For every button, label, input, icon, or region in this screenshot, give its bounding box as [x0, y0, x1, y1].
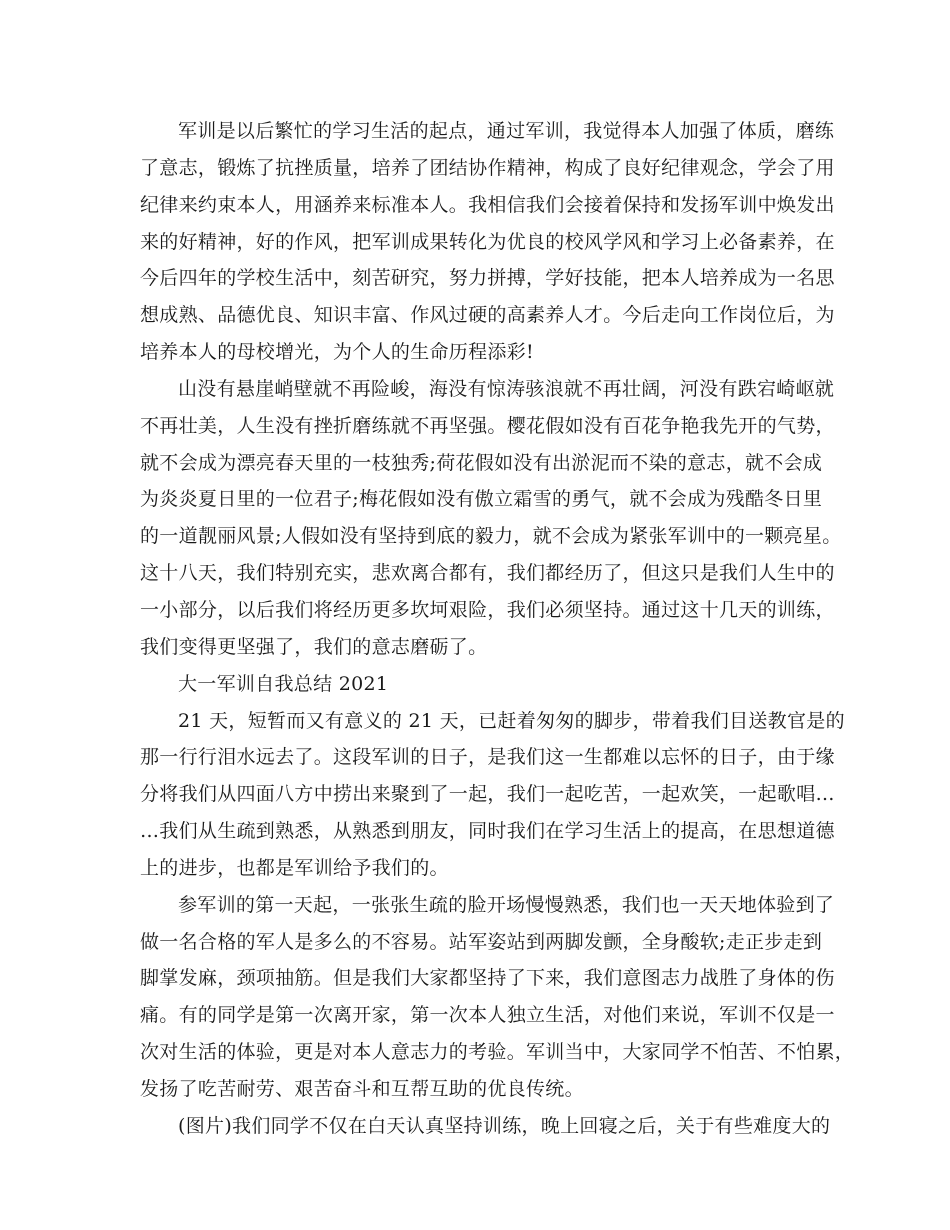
text-line: 我们变得更坚强了，我们的意志磨砺了。 — [140, 635, 488, 658]
text-line: 为炎炎夏日里的一位君子;梅花假如没有傲立霜雪的勇气，就不会成为残酷冬日里 — [140, 488, 823, 511]
text-line: 的一道靓丽风景;人假如没有坚持到底的毅力，就不会成为紧张军训中的一颗亮星。 — [140, 525, 842, 548]
text-line: 了意志，锻炼了抗挫质量，培养了团结协作精神，构成了良好纪律观念，学会了用 — [140, 156, 835, 179]
text-line: 做一名合格的军人是多么的不容易。站军姿站到两脚发颤，全身酸软;走正步走到 — [140, 930, 823, 953]
text-line: 脚掌发麻，颈项抽筋。但是我们大家都坚持了下来，我们意图志力战胜了身体的伤 — [140, 967, 835, 990]
text-line: 一小部分，以后我们将经历更多坎坷艰险，我们必须坚持。通过这十几天的训练， — [140, 598, 835, 621]
text-line: (图片)我们同学不仅在白天认真坚持训练，晚上回寝之后，关于有些难度大的 — [178, 1114, 831, 1137]
text-line: 分将我们从四面八方中捞出来聚到了一起，我们一起吃苦，一起欢笑，一起歌唱… — [140, 783, 835, 806]
document-body — [140, 113, 855, 1145]
text-line: 21 天，短暂而又有意义的 21 天，已赶着匆匆的脚步，带着我们目送教官是的 — [178, 709, 845, 732]
text-line: 纪律来约束本人，用涵养来标准本人。我相信我们会接着保持和发扬军训中焕发出 — [140, 193, 835, 216]
text-line: 大一军训自我总结 2021 — [178, 672, 389, 695]
text-line: 发扬了吃苦耐劳、艰苦奋斗和互帮互助的优良传统。 — [140, 1077, 584, 1100]
text-line: 痛。有的同学是第一次离开家，第一次本人独立生活，对他们来说，军训不仅是一 — [140, 1004, 835, 1027]
text-line: 今后四年的学校生活中，刻苦研究，努力拼搏，学好技能，把本人培养成为一名思 — [140, 267, 835, 290]
text-line: 山没有悬崖峭壁就不再险峻，海没有惊涛骇浪就不再壮阔，河没有跌宕崎岖就 — [178, 377, 835, 400]
text-line: 来的好精神，好的作风，把军训成果转化为优良的校风学风和学习上必备素养，在 — [140, 230, 835, 253]
text-line: 上的进步，也都是军训给予我们的。 — [140, 856, 449, 879]
text-line: 参军训的第一天起，一张张生疏的脸开场慢慢熟悉，我们也一天天地体验到了 — [178, 893, 835, 916]
text-line: 这十八天，我们特别充实，悲欢离合都有，我们都经历了，但这只是我们人生中的 — [140, 562, 835, 585]
text-line: 不再壮美，人生没有挫折磨练就不再坚强。樱花假如没有百花争艳我先开的气势， — [140, 414, 835, 437]
text-line: …我们从生疏到熟悉，从熟悉到朋友，同时我们在学习生活上的提高，在思想道德 — [140, 820, 835, 843]
text-line: 想成熟、品德优良、知识丰富、作风过硬的高素养人才。今后走向工作岗位后，为 — [140, 304, 835, 327]
text-line: 就不会成为漂亮春天里的一枝独秀;荷花假如没有出淤泥而不染的意志，就不会成 — [140, 451, 823, 474]
text-line: 军训是以后繁忙的学习生活的起点，通过军训，我觉得本人加强了体质，磨练 — [178, 120, 835, 142]
text-line: 培养本人的母校增光，为个人的生命历程添彩! — [140, 341, 534, 364]
text-line: 那一行行泪水远去了。这段军训的日子，是我们这一生都难以忘怀的日子，由于缘 — [140, 746, 835, 769]
text-line: 次对生活的体验，更是对本人意志力的考验。军训当中，大家同学不怕苦、不怕累， — [140, 1041, 855, 1064]
